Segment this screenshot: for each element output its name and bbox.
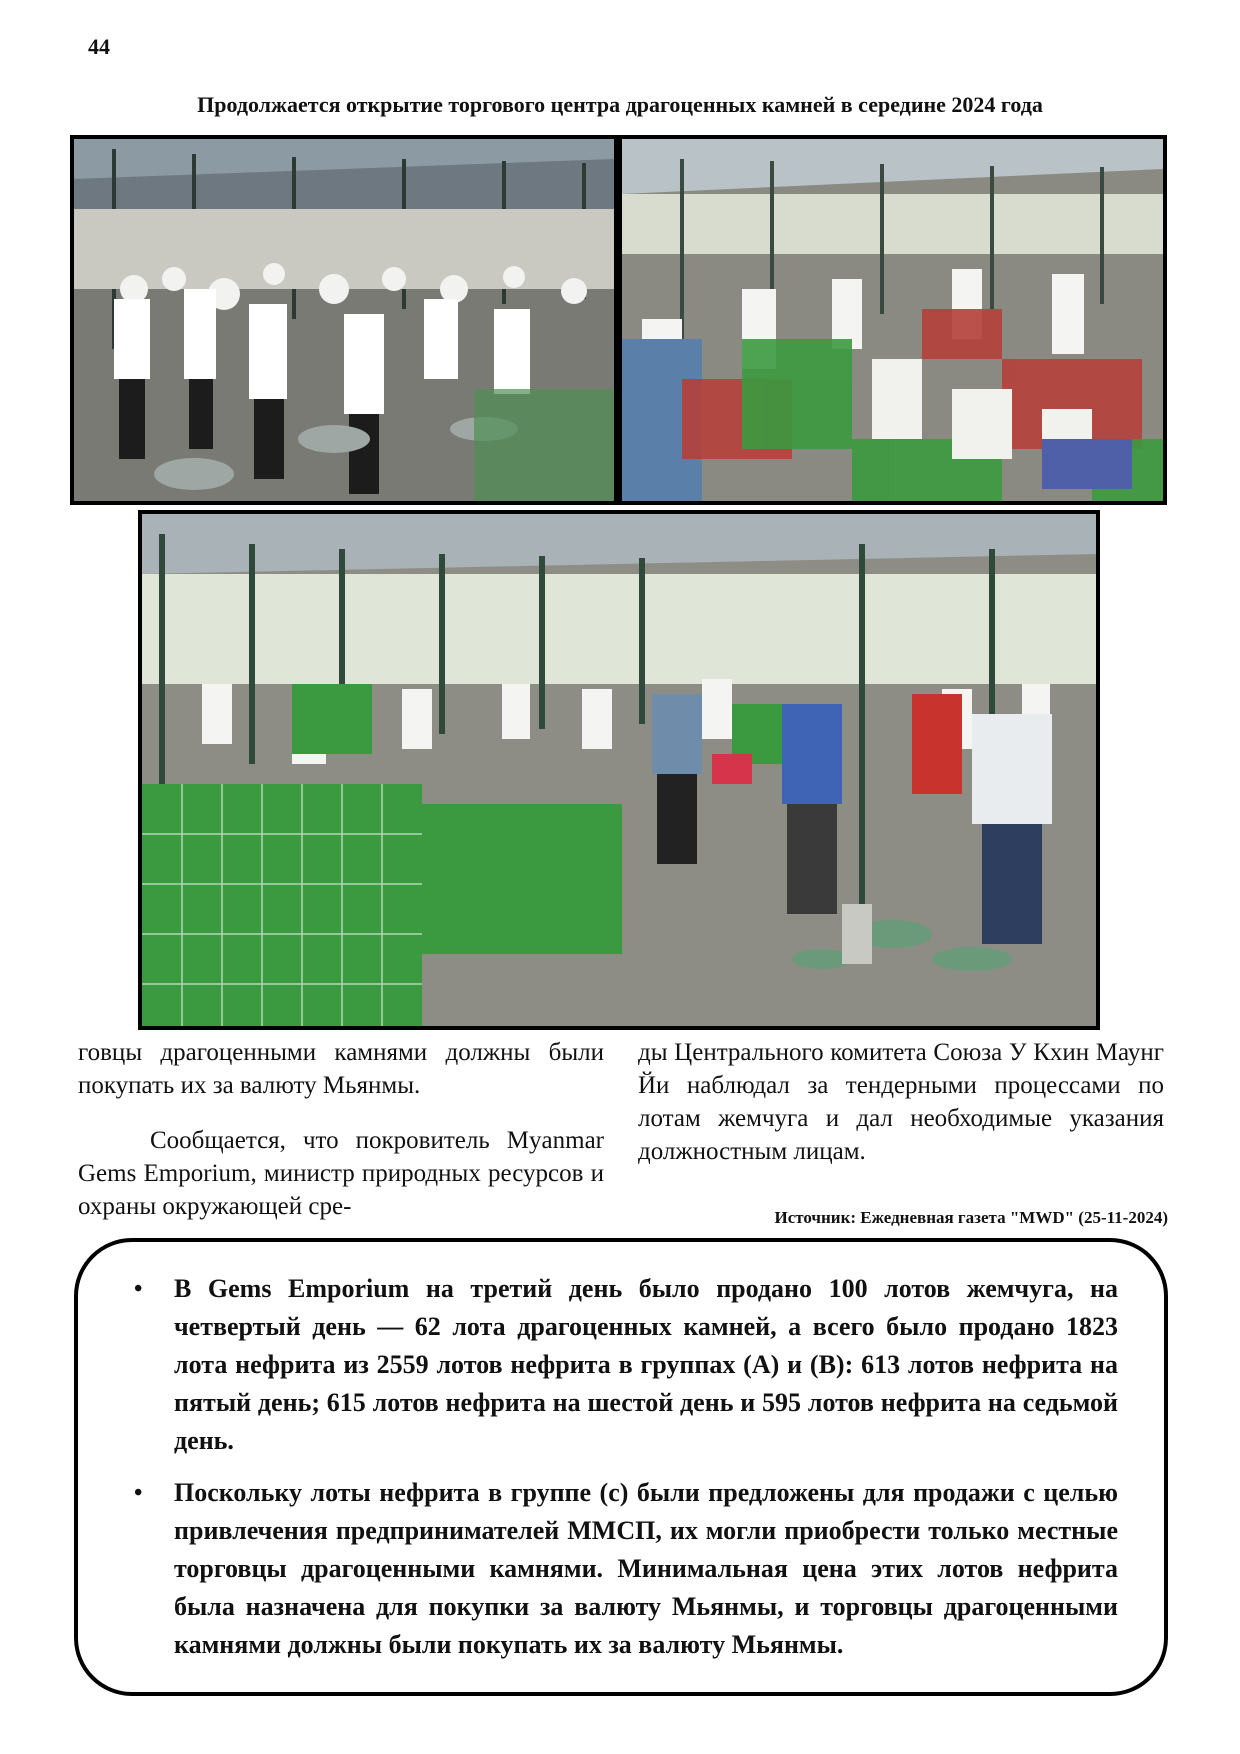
summary-list (134, 1270, 1118, 1664)
bullet-icon: • (134, 1480, 143, 1506)
summary-bullet (134, 1270, 1118, 1460)
paragraph: Сообщается, что покровитель Myanmar Gems Emporium, министр природных ресурсов и охраны окружающей сре- (78, 1127, 604, 1220)
paragraph: ды Центрального комитета Союза У Кхин Маунг Йи наблюдал за тендерными процессами по лотам жемчуга и дал необходимые указания должностным лицам. (638, 1039, 1164, 1165)
page-title: Продолжается открытие торгового центра драгоценных камней в середине 2024 года (197, 92, 1043, 117)
paragraph: говцы драгоценными камнями должны были покупать их за валюту Мьянмы. (78, 1039, 604, 1099)
bullet-icon: • (134, 1276, 143, 1302)
source-citation: Источник: Ежедневная газета "MWD" (25-11-2024) (774, 1208, 1168, 1227)
photo-top-left (70, 135, 618, 505)
article-column-left (78, 1036, 604, 1245)
photo-top-right (618, 135, 1167, 505)
article-column-right (638, 1036, 1164, 1190)
summary-bullet-text: Поскольку лоты нефрита в группе (c) были предложены для продажи с целью привлечения предпринимателей ММСП, их могли приобрести только местные торговцы драгоценными камнями. Минимальная цена этих лотов нефрита была назначена для покупки за валюту Мьянмы, и торговцы драгоценными камнями должны были покупать их за валюту Мьянмы. (174, 1478, 1118, 1659)
summary-bullet (134, 1474, 1118, 1664)
summary-bullet-text: В Gems Emporium на третий день было продано 100 лотов жемчуга, на четвертый день — 62 лота драгоценных камней, а всего было продано 1823 лота нефрита из 2559 лотов нефрита в группах (A) и (B): 613 лотов нефрита на пятый день; 615 лотов нефрита на шестой день и 595 лотов нефрита на седьмой день. (174, 1274, 1118, 1455)
summary-box (74, 1238, 1168, 1696)
page-number: 44 (88, 34, 110, 59)
photo-bottom (138, 510, 1100, 1030)
